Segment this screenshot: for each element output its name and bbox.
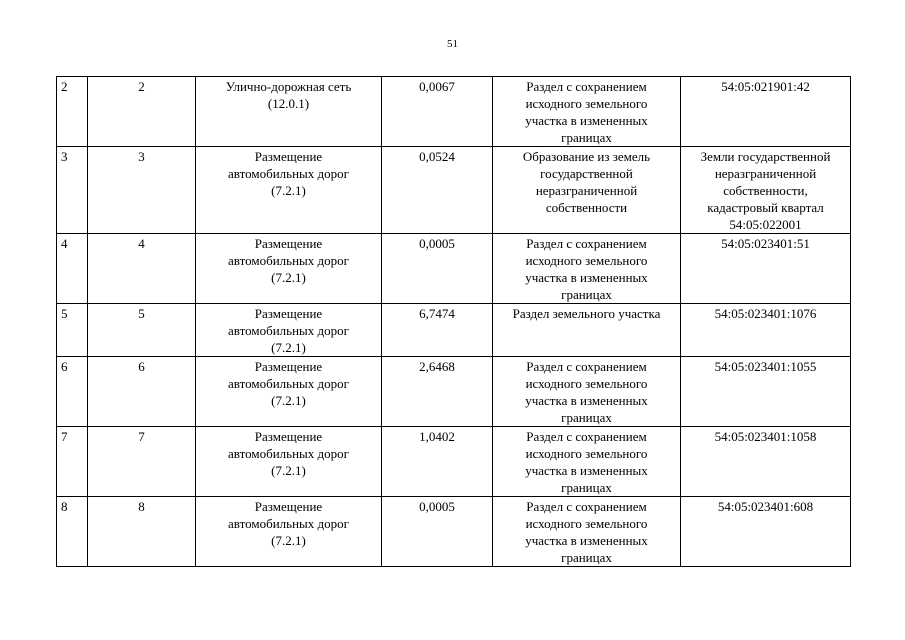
- cell-parcel-number: 8: [88, 497, 196, 567]
- cell-area: 0,0005: [382, 497, 493, 567]
- cell-formation-method: [493, 357, 681, 427]
- formation-method-text: Раздел с сохранением исходного земельного участка в измененных границах: [525, 359, 648, 425]
- table-row: [57, 497, 851, 567]
- cell-cadastral-source: [681, 427, 851, 497]
- cell-permitted-use: [196, 234, 382, 304]
- table-row: [57, 427, 851, 497]
- permitted-use-text: Размещение автомобильных дорог (7.2.1): [228, 359, 349, 408]
- cadastral-source-text: 54:05:023401:51: [721, 236, 810, 251]
- cell-area: 0,0067: [382, 77, 493, 147]
- cell-parcel-number: 2: [88, 77, 196, 147]
- cadastral-source-text: Земли государственной неразграниченной собственности, кадастровый квартал 54:05:022001: [700, 149, 831, 232]
- table-row: [57, 304, 851, 357]
- permitted-use-text: Размещение автомобильных дорог (7.2.1): [228, 429, 349, 478]
- table-row: [57, 357, 851, 427]
- cell-row-number: 2: [57, 77, 88, 147]
- cell-permitted-use: [196, 304, 382, 357]
- cell-area: 0,0524: [382, 147, 493, 234]
- cell-permitted-use: [196, 497, 382, 567]
- permitted-use-text: Улично-дорожная сеть (12.0.1): [225, 79, 352, 111]
- cell-row-number: 7: [57, 427, 88, 497]
- table-row: [57, 77, 851, 147]
- cell-row-number: 5: [57, 304, 88, 357]
- cadastral-source-text: 54:05:021901:42: [721, 79, 810, 94]
- cell-area: 6,7474: [382, 304, 493, 357]
- formation-method-text: Образование из земель государственной неразграниченной собственности: [522, 149, 651, 215]
- cell-permitted-use: [196, 357, 382, 427]
- table-row: [57, 234, 851, 304]
- permitted-use-text: Размещение автомобильных дорог (7.2.1): [228, 499, 349, 548]
- cell-parcel-number: 5: [88, 304, 196, 357]
- formation-method-text: Раздел с сохранением исходного земельного участка в измененных границах: [525, 236, 648, 302]
- cell-formation-method: [493, 497, 681, 567]
- cadastral-source-text: 54:05:023401:1076: [714, 306, 817, 321]
- cell-row-number: 3: [57, 147, 88, 234]
- cell-area: 2,6468: [382, 357, 493, 427]
- formation-method-text: Раздел с сохранением исходного земельного участка в измененных границах: [525, 79, 648, 145]
- formation-method-text: Раздел с сохранением исходного земельного участка в измененных границах: [525, 429, 648, 495]
- cell-row-number: 6: [57, 357, 88, 427]
- parcels-table: [56, 76, 851, 567]
- cell-parcel-number: 6: [88, 357, 196, 427]
- cell-formation-method: [493, 234, 681, 304]
- permitted-use-text: Размещение автомобильных дорог (7.2.1): [228, 149, 349, 198]
- cell-cadastral-source: [681, 304, 851, 357]
- cell-parcel-number: 3: [88, 147, 196, 234]
- cell-cadastral-source: [681, 77, 851, 147]
- table-row: [57, 147, 851, 234]
- permitted-use-text: Размещение автомобильных дорог (7.2.1): [228, 306, 349, 355]
- cell-permitted-use: [196, 77, 382, 147]
- cell-area: 1,0402: [382, 427, 493, 497]
- cell-parcel-number: 4: [88, 234, 196, 304]
- cell-permitted-use: [196, 427, 382, 497]
- formation-method-text: Раздел земельного участка: [512, 306, 661, 321]
- formation-method-text: Раздел с сохранением исходного земельного участка в измененных границах: [525, 499, 648, 565]
- cell-cadastral-source: [681, 497, 851, 567]
- cell-formation-method: [493, 427, 681, 497]
- cadastral-source-text: 54:05:023401:1058: [714, 429, 817, 444]
- cell-formation-method: [493, 77, 681, 147]
- cell-parcel-number: 7: [88, 427, 196, 497]
- cell-cadastral-source: [681, 147, 851, 234]
- cell-row-number: 4: [57, 234, 88, 304]
- cell-cadastral-source: [681, 234, 851, 304]
- cell-permitted-use: [196, 147, 382, 234]
- cell-formation-method: [493, 304, 681, 357]
- cadastral-source-text: 54:05:023401:1055: [714, 359, 817, 374]
- cell-formation-method: [493, 147, 681, 234]
- cell-cadastral-source: [681, 357, 851, 427]
- cell-row-number: 8: [57, 497, 88, 567]
- page-number: 51: [447, 38, 458, 50]
- cadastral-source-text: 54:05:023401:608: [717, 499, 814, 514]
- cell-area: 0,0005: [382, 234, 493, 304]
- permitted-use-text: Размещение автомобильных дорог (7.2.1): [228, 236, 349, 285]
